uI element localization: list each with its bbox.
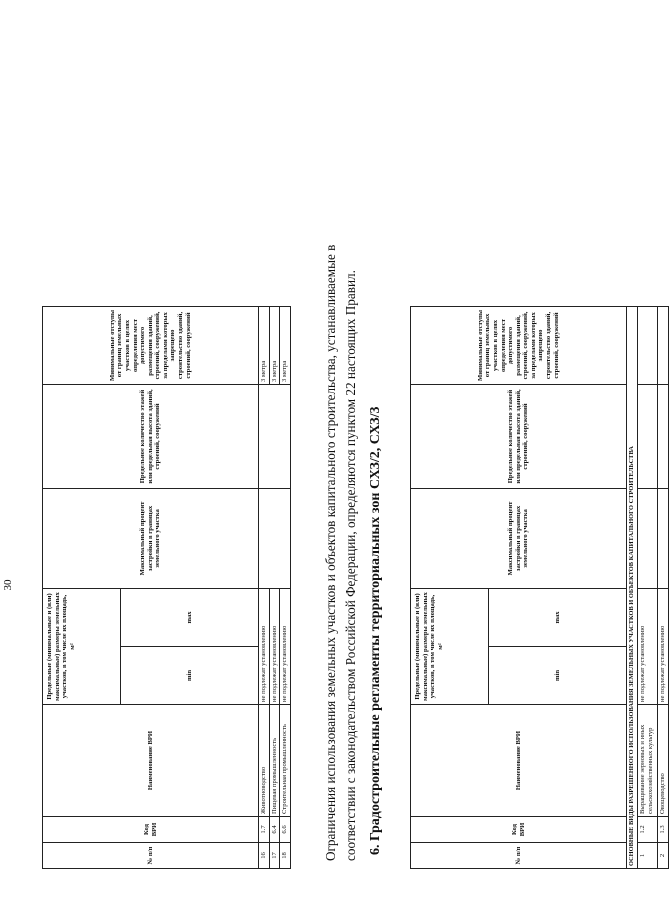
header-row [411, 307, 489, 869]
row-sizes: не подлежат установлению [638, 589, 658, 705]
header-name: Наименование ВРИ [43, 705, 259, 817]
row-sizes: не подлежат установлению [658, 589, 669, 705]
header-floors: Предельное количество этажей или предельная высота зданий, строений, сооружений [411, 385, 627, 489]
header-num: № п/п [43, 843, 259, 869]
header-min: min [121, 647, 259, 705]
restrictions-paragraph-line-1: Ограничения использования земельных участков и объектов капитального строительства, устанавливаемые в [323, 244, 338, 861]
row-name: Овощеводство [658, 705, 669, 817]
row-num: 1 [638, 843, 658, 869]
row-code: 6.4 [269, 817, 280, 843]
row-name: Строительная промышленность [280, 705, 291, 817]
header-row [43, 307, 121, 869]
header-code: Код ВРИ [411, 817, 627, 843]
row-num: 16 [259, 843, 270, 869]
header-max: max [121, 589, 259, 647]
row-setback [638, 307, 658, 385]
header-num: № п/п [411, 843, 627, 869]
header-code: Код ВРИ [43, 817, 259, 843]
row-percent [259, 489, 291, 589]
main-uses-section-title: ОСНОВНЫЕ ВИДЫ РАЗРЕШЕННОГО ИСПОЛЬЗОВАНИЯ ЗЕМЕЛЬНЫХ УЧАСТКОВ И ОБЪЕКТОВ КАПИТАЛЬНОГО СТРОИТЕЛЬСТВА [627, 307, 638, 869]
section-heading: 6. Градостроительные регламенты территориальных зон СХЗ/2, СХЗ/3 [368, 406, 383, 855]
row-setback: 3 метра [259, 307, 270, 385]
regulations-table-continued [42, 306, 291, 869]
row-floors [638, 385, 658, 489]
row-setback: 3 метра [269, 307, 280, 385]
header-setbacks: Минимальные отступы от границ земельных участков в целях определения мест допустимого размещения зданий, строений, сооружений, за пределами которых запрещено строительство зданий, строений, сооружений [43, 307, 259, 385]
row-name: Выращивание зерновых и иных сельскохозяйственных культур [638, 705, 658, 817]
restrictions-paragraph-line-2: соответствии с законодательством Российской Федерации, определяются пунктом 22 настоящих Правил. [343, 270, 358, 861]
row-code: 6.6 [280, 817, 291, 843]
header-min: min [489, 647, 627, 705]
row-percent [658, 489, 669, 589]
row-sizes: не подлежат установлению [259, 589, 270, 705]
header-percent: Максимальный процент застройки в границах земельного участка [43, 489, 259, 589]
header-setbacks: Минимальные отступы от границ земельных участков в целях определения мест допустимого размещения зданий, строений, сооружений, за пределами которых запрещено строительство зданий, строений, сооружений [411, 307, 627, 385]
row-setback: 3 метра [280, 307, 291, 385]
header-max: max [489, 589, 627, 647]
row-setback [658, 307, 669, 385]
row-name: Животноводство [259, 705, 270, 817]
row-num: 18 [280, 843, 291, 869]
row-code: 1.7 [259, 817, 270, 843]
row-sizes: не подлежат установлению [269, 589, 280, 705]
row-num: 2 [658, 843, 669, 869]
row-floors [259, 385, 291, 489]
header-percent: Максимальный процент застройки в границах земельного участка [411, 489, 627, 589]
page-number: 30 [2, 579, 14, 591]
header-floors: Предельное количество этажей или предельная высота зданий, строений, сооружений [43, 385, 259, 489]
header-sizes: Предельные (минимальные и (или) максимальные) размеры земельных участков, в том числе их площадь, м² [43, 589, 121, 705]
table-row [259, 307, 270, 869]
row-code: 1.3 [658, 817, 669, 843]
row-num: 17 [269, 843, 280, 869]
regulations-table-szh [410, 306, 669, 869]
table-row [638, 307, 658, 869]
row-floors [658, 385, 669, 489]
header-name: Наименование ВРИ [411, 705, 627, 817]
table-row [658, 307, 669, 869]
row-percent [638, 489, 658, 589]
section-row [627, 307, 638, 869]
row-sizes: не подлежат установлению [280, 589, 291, 705]
header-sizes: Предельные (минимальные и (или) максимальные) размеры земельных участков, в том числе их площадь, м² [411, 589, 489, 705]
row-name: Пищевая промышленность [269, 705, 280, 817]
row-code: 1.2 [638, 817, 658, 843]
